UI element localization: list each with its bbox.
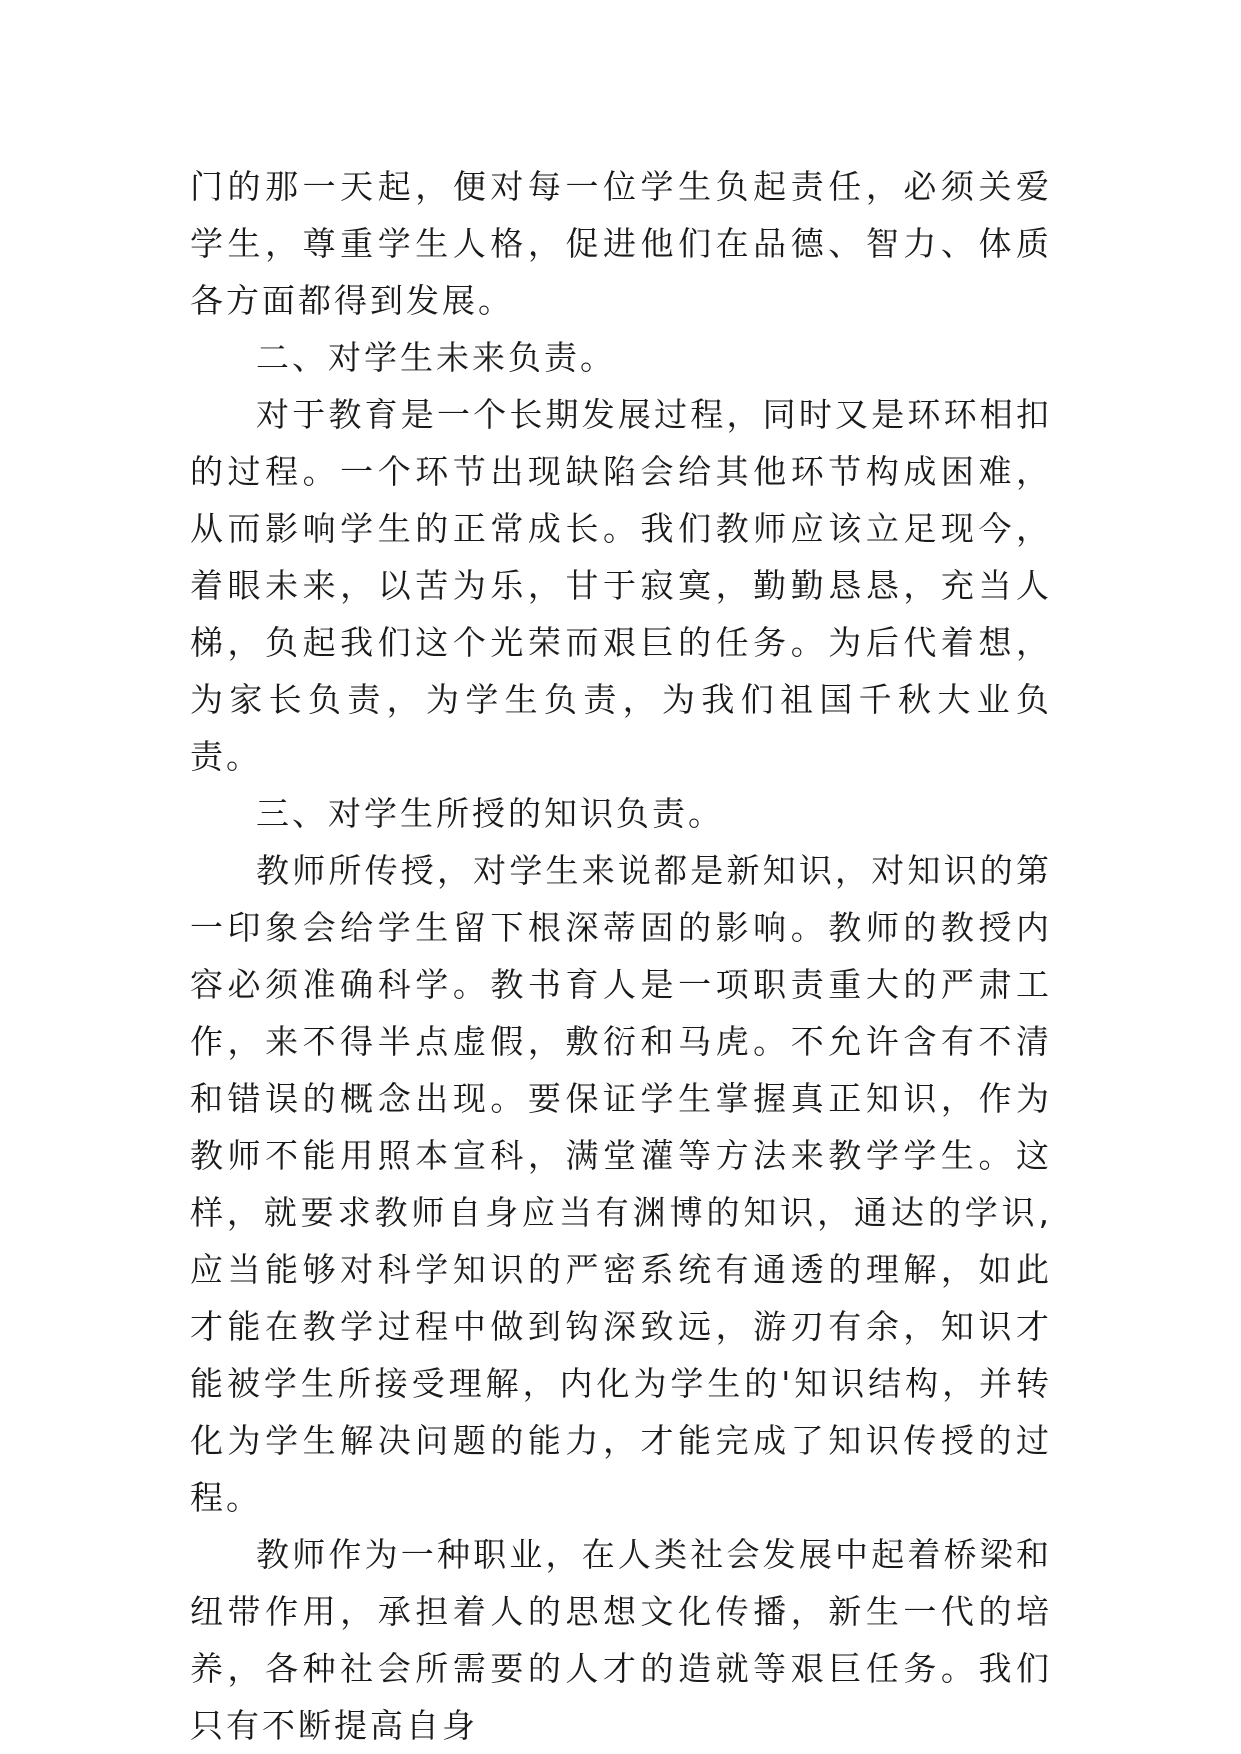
heading-3-knowledge: 三、对学生所授的知识负责。 [256, 794, 724, 833]
paragraph-3: 教师所传授，对学生来说都是新知识，对知识的第一印象会给学生留下根深蒂固的影响。教师的教授内容必须准确科学。教书育人是一项职责重大的严肃工作，来不得半点虚假，敷衍和马虎。不允许含有不清和错误的概念出现。要保证学生掌握真正知识，作为教师不能用照本宣科，满堂灌等方法来教学学生。这样，就要求教师自身应当有渊博的知识，通达的学识,应当能够对科学知识的严密系统有通透的理解，如此才能在教学过程中做到钩深致远，游刃有余，知识才能被学生所接受理解，内化为学生的'知识结构，并转化为学生解决问题的能力，才能完成了知识传授的过程。 [190, 851, 1052, 1517]
paragraph-4: 教师作为一种职业，在人类社会发展中起着桥梁和纽带作用，承担着人的思想文化传播，新生一代的培养，各种社会所需要的人才的造就等艰巨任务。我们只有不断提高自身 [190, 1535, 1052, 1745]
paragraph-2: 对于教育是一个长期发展过程，同时又是环环相扣的过程。一个环节出现缺陷会给其他环节构成困难，从而影响学生的正常成长。我们教师应该立足现今，着眼未来，以苦为乐，甘于寂寞，勤勤恳恳，充当人梯，负起我们这个光荣而艰巨的任务。为后代着想，为家长负责，为学生负责，为我们祖国千秋大业负责。 [190, 395, 1052, 776]
document-body [190, 158, 1052, 1754]
paragraph-1: 门的那一天起，便对每一位学生负起责任，必须关爱学生，尊重学生人格，促进他们在品德、智力、体质各方面都得到发展。 [190, 167, 1052, 320]
heading-2-student-future: 二、对学生未来负责。 [256, 338, 616, 377]
